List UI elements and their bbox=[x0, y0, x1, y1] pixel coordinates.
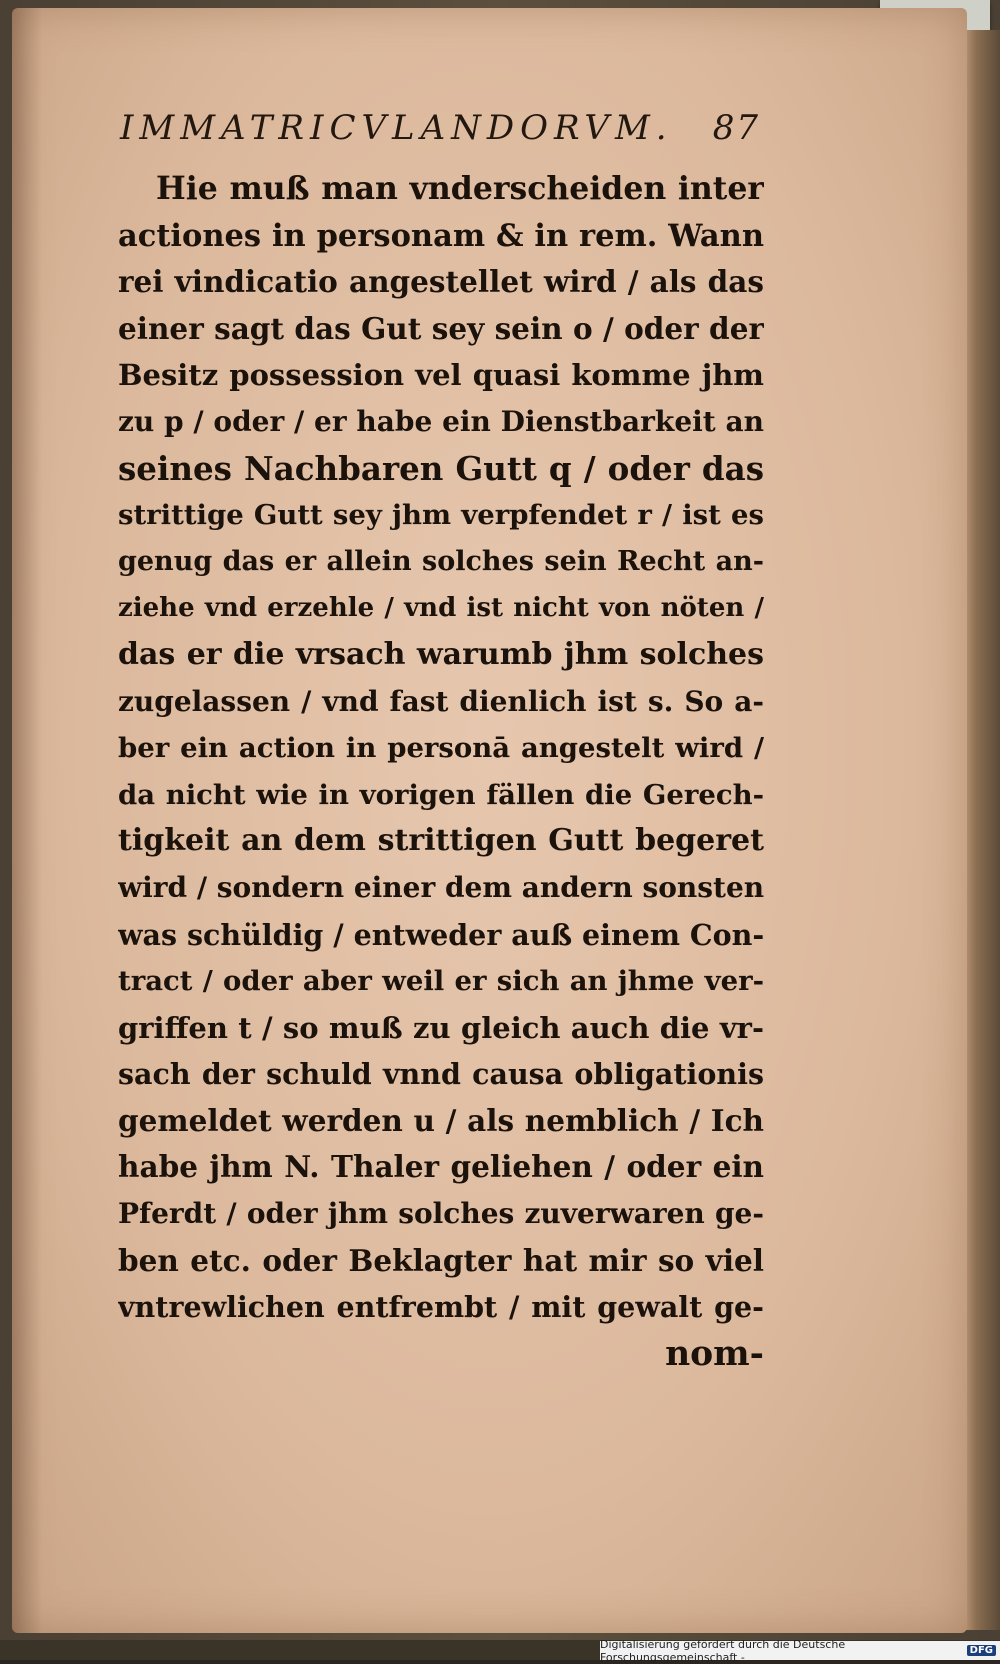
page-gutter-shadow bbox=[12, 8, 42, 1633]
credit-text: Digitalisierung gefördert durch die Deutsche Forschungsgemeinschaft - bbox=[600, 1637, 846, 1664]
text-line: wird / sondern einer dem andern sonsten bbox=[118, 870, 764, 904]
text-line: tract / oder aber weil er sich an jhme ver- bbox=[118, 965, 764, 998]
text-line: zu p / oder / er habe ein Dienstbarkeit an bbox=[118, 404, 764, 438]
running-head-title: IMMATRICVLANDORVM. bbox=[120, 108, 673, 148]
text-line: einer sagt das Gut sey sein o / oder der bbox=[118, 310, 764, 346]
digitization-credit bbox=[600, 1637, 1000, 1664]
running-head bbox=[120, 108, 760, 158]
text-line: da nicht wie in vorigen fällen die Gerech- bbox=[118, 778, 764, 811]
catchword: nom- bbox=[665, 1333, 764, 1374]
text-line: genug das er allein solches sein Recht an- bbox=[118, 545, 764, 577]
text-line: strittige Gutt sey jhm verpfendet r / ist es bbox=[118, 499, 764, 532]
body-text bbox=[118, 166, 764, 1377]
text-line: ben etc. oder Beklagter hat mir so viel bbox=[118, 1242, 764, 1278]
text-line: griffen t / so muß zu gleich auch die vr- bbox=[118, 1010, 764, 1045]
text-line: Hie muß man vnderscheiden inter bbox=[156, 170, 764, 207]
page-number: 87 bbox=[712, 108, 760, 148]
text-line: gemeldet werden u / als nemblich / Ich bbox=[118, 1102, 764, 1138]
text-line: zugelassen / vnd fast dienlich ist s. So a- bbox=[118, 684, 764, 718]
text-line: ber ein action in personā angestelt wird / bbox=[118, 732, 764, 765]
text-line: das er die vrsach warumb jhm solches bbox=[118, 636, 764, 672]
dfg-logo: DFG bbox=[967, 1645, 996, 1656]
text-line: habe jhm N. Thaler geliehen / oder ein bbox=[118, 1149, 764, 1185]
text-line: ziehe vnd erzehle / vnd ist nicht von nöten / bbox=[118, 593, 764, 624]
text-line: rei vindicatio angestellet wird / als das bbox=[118, 264, 764, 300]
text-line: sach der schuld vnnd causa obligationis bbox=[118, 1057, 764, 1092]
text-line: actiones in personam & in rem. Wann bbox=[118, 217, 764, 254]
text-line: Besitz possession vel quasi komme jhm bbox=[118, 358, 764, 393]
text-line: Pferdt / oder jhm solches zuverwaren ge- bbox=[118, 1197, 764, 1231]
text-line: tigkeit an dem strittigen Gutt begeret bbox=[118, 823, 764, 859]
text-line: seines Nachbaren Gutt q / oder das bbox=[118, 448, 764, 488]
text-line: vntrewlichen entfrembt / mit gewalt ge- bbox=[118, 1290, 764, 1325]
text-line: was schüldig / entweder auß einem Con- bbox=[118, 917, 764, 952]
